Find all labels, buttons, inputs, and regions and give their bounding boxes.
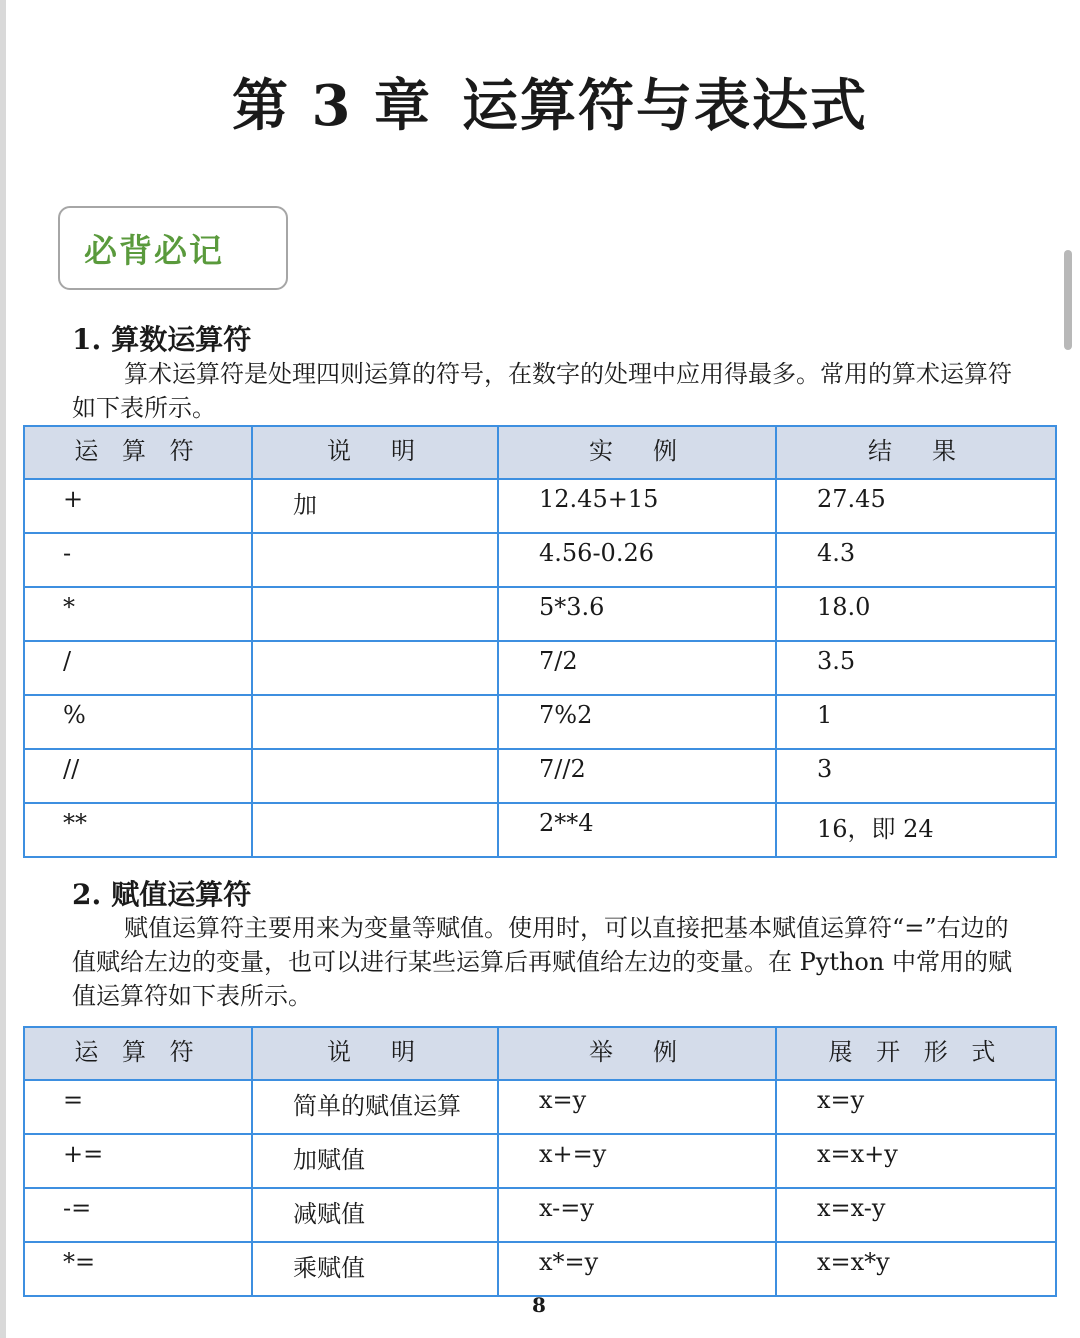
page-edge [0,0,6,1338]
result-cell: 18.0 [776,587,1056,641]
operator-cell: % [24,695,252,749]
section-number: 2. [72,878,102,911]
operator-cell: / [24,641,252,695]
example-cell: 7//2 [498,749,776,803]
description-cell [252,533,498,587]
table-row [24,533,1056,587]
table-header-row [24,426,1056,479]
expanded-form-cell: x=x+y [776,1134,1056,1188]
result-cell: 3.5 [776,641,1056,695]
chapter-suffix: 章 [373,73,432,139]
column-header: 展 开 形 式 [776,1027,1056,1080]
result-cell: 3 [776,749,1056,803]
operator-cell: - [24,533,252,587]
expanded-form-cell: x=x*y [776,1242,1056,1296]
column-header: 实 例 [498,426,776,479]
operator-cell: + [24,479,252,533]
table-row [24,1080,1056,1134]
example-cell: 12.45+15 [498,479,776,533]
example-cell: x+=y [498,1134,776,1188]
table-header-row [24,1027,1056,1080]
column-header: 说 明 [252,426,498,479]
section-title: 赋值运算符 [111,878,252,911]
scrollbar[interactable] [1064,250,1072,350]
arithmetic-paragraph: 算术运算符是处理四则运算的符号，在数字的处理中应用得最多。常用的算术运算符如下表所示。 [72,360,1012,422]
example-cell: x-=y [498,1188,776,1242]
description-cell: 加 [252,479,498,533]
page-number: 8 [532,1293,546,1317]
operator-cell: * [24,587,252,641]
table-row [24,587,1056,641]
column-header: 举 例 [498,1027,776,1080]
table-row [24,1134,1056,1188]
section-number: 1. [72,323,102,356]
example-cell: x*=y [498,1242,776,1296]
must-memorize-label: 必背必记 [84,230,224,270]
table-row [24,749,1056,803]
assignment-operators-table [23,1026,1057,1297]
example-cell: 7/2 [498,641,776,695]
chapter-number: 3 [311,73,353,139]
example-cell: 4.56-0.26 [498,533,776,587]
column-header: 运 算 符 [24,426,252,479]
arithmetic-operators-table [23,425,1057,858]
assignment-paragraph: 赋值运算符主要用来为变量等赋值。使用时，可以直接把基本赋值运算符“=”右边的值赋给左边的变量，也可以进行某些运算后再赋值给左边的变量。在 Python 中常用的赋值运算符如下表所示。 [72,914,1012,1010]
operator-cell: ** [24,803,252,857]
example-cell: 2**4 [498,803,776,857]
description-cell [252,587,498,641]
operator-cell: -= [24,1188,252,1242]
description-cell: 简单的赋值运算 [252,1080,498,1134]
result-cell: 1 [776,695,1056,749]
table-row [24,1188,1056,1242]
description-cell [252,641,498,695]
operator-cell: // [24,749,252,803]
column-header: 说 明 [252,1027,498,1080]
table-row [24,479,1056,533]
expanded-form-cell: x=x-y [776,1188,1056,1242]
table-row [24,695,1056,749]
example-cell: 5*3.6 [498,587,776,641]
section-heading-arithmetic [72,318,251,358]
chapter-prefix: 第 [232,73,291,139]
column-header: 结 果 [776,426,1056,479]
section-heading-assignment [72,873,251,913]
example-cell: x=y [498,1080,776,1134]
description-cell [252,803,498,857]
table-row [24,641,1056,695]
operator-cell: += [24,1134,252,1188]
example-cell: 7%2 [498,695,776,749]
description-cell: 乘赋值 [252,1242,498,1296]
chapter-title [0,62,1080,142]
operator-cell: *= [24,1242,252,1296]
description-cell [252,695,498,749]
description-cell: 减赋值 [252,1188,498,1242]
description-cell: 加赋值 [252,1134,498,1188]
column-header: 运 算 符 [24,1027,252,1080]
description-cell [252,749,498,803]
section-title: 算数运算符 [111,323,252,356]
operator-cell: = [24,1080,252,1134]
table-row [24,803,1056,857]
must-memorize-badge [58,206,288,290]
result-cell: 16，即 24 [776,803,1056,857]
result-cell: 4.3 [776,533,1056,587]
table-row [24,1242,1056,1296]
chapter-name: 运算符与表达式 [461,73,868,139]
expanded-form-cell: x=y [776,1080,1056,1134]
result-cell: 27.45 [776,479,1056,533]
